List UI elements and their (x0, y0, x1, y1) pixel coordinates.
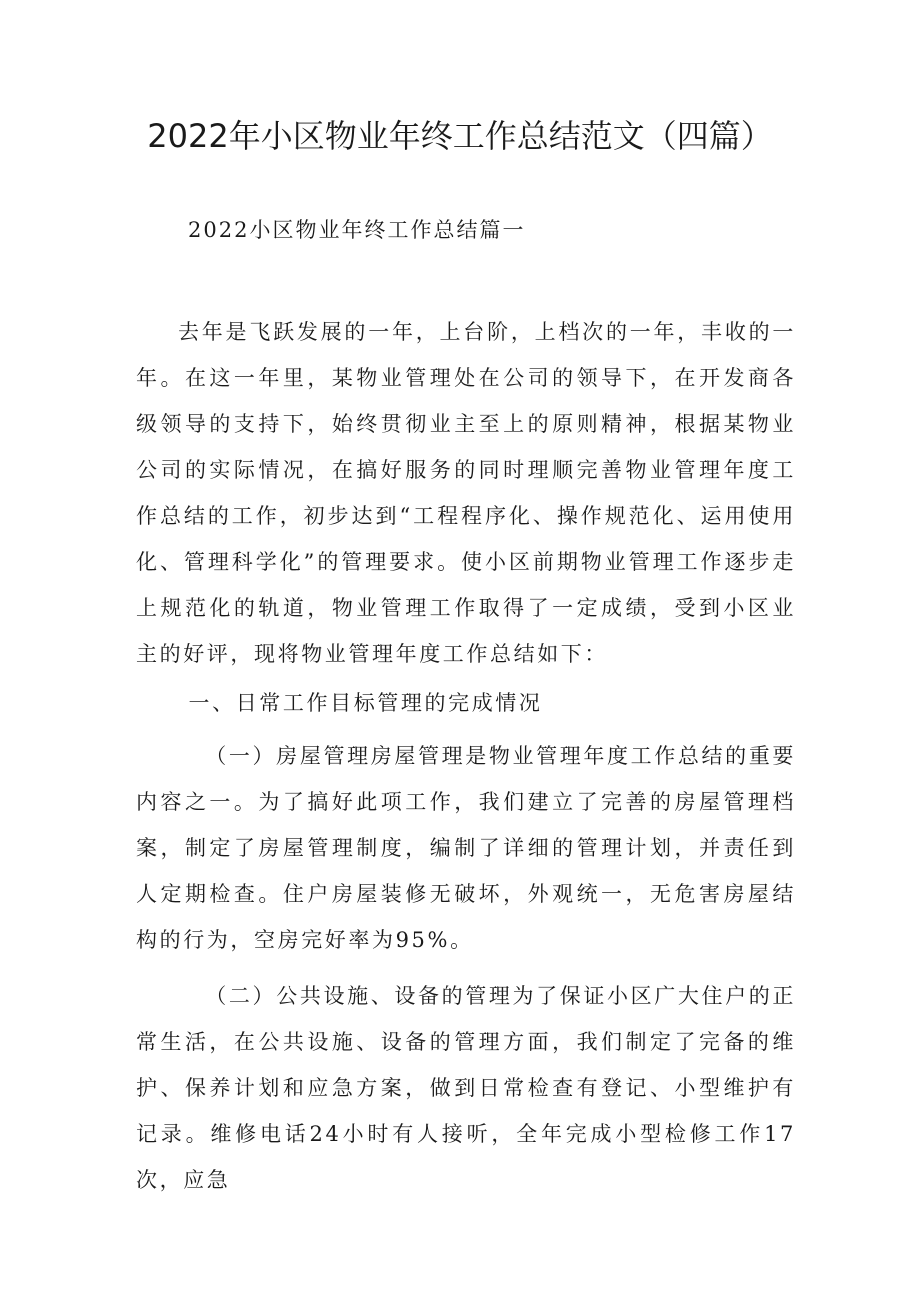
paragraph-intro: 去年是飞跃发展的一年，上台阶，上档次的一年，丰收的一年。在这一年里，某物业管理处在公司的领导下，在开发商各级领导的支持下，始终贯彻业主至上的原则精神，根据某物业公司的实际情况，在搞好服务的同时理顺完善物业管理年度工作总结的工作，初步达到“工程程序化、操作规范化、运用使用化、管理科学化”的管理要求。使小区前期物业管理工作逐步走上规范化的轨道，物业管理工作取得了一定成绩，受到小区业主的好评，现将物业管理年度工作总结如下： (136, 320, 796, 666)
section-subtitle: 2022小区物业年终工作总结篇一 (188, 218, 526, 242)
document-body (136, 309, 796, 1210)
paragraph-facility-management: （二）公共设施、设备的管理为了保证小区广大住户的正常生活，在公共设施、设备的管理方面，我们制定了完备的维护、保养计划和应急方案，做到日常检查有登记、小型维护有记录。维修电话24小时有人接听，全年完成小型检修工作17次，应急 (136, 984, 796, 1192)
paragraph-heading: 一、日常工作目标管理的完成情况 (188, 691, 543, 715)
paragraph-house-management: （一）房屋管理房屋管理是物业管理年度工作总结的重要内容之一。为了搞好此项工作，我们建立了完善的房屋管理档案，制定了房屋管理制度，编制了详细的管理计划，并责任到人定期检查。住户房屋装修无破坏，外观统一，无危害房屋结构的行为，空房完好率为95%。 (136, 744, 796, 952)
document-title: 2022年小区物业年终工作总结范文（四篇） (147, 117, 773, 155)
